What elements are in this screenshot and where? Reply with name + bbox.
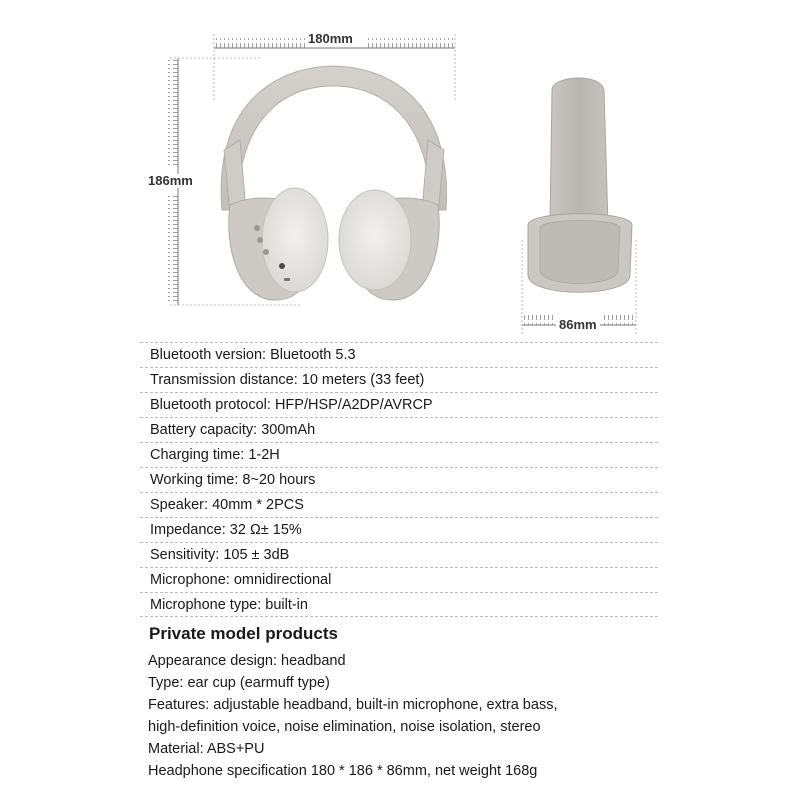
spec-row-speaker: Speaker: 40mm * 2PCS (140, 492, 658, 517)
headphone-front-view (221, 66, 446, 300)
spec-row-bluetooth-protocol: Bluetooth protocol: HFP/HSP/A2DP/AVRCP (140, 392, 658, 417)
product-figure (0, 0, 794, 345)
spec-row-impedance: Impedance: 32 Ω± 15% (140, 517, 658, 542)
spec-row-microphone-type: Microphone type: built-in (140, 592, 658, 617)
height-dimension-label: 186mm (145, 174, 196, 188)
headphone-side-view (528, 78, 632, 292)
spec-row-sensitivity: Sensitivity: 105 ± 3dB (140, 542, 658, 567)
info-features-cont: high-definition voice, noise elimination, noise isolation, stereo (148, 719, 541, 735)
info-material: Material: ABS+PU (148, 741, 265, 757)
spec-row-battery-capacity: Battery capacity: 300mAh (140, 417, 658, 442)
info-features: Features: adjustable headband, built-in microphone, extra bass, (148, 697, 558, 713)
spec-row-transmission-distance: Transmission distance: 10 meters (33 feet) (140, 367, 658, 392)
spec-row-bluetooth-version: Bluetooth version: Bluetooth 5.3 (140, 342, 658, 367)
spec-row-charging-time: Charging time: 1-2H (140, 442, 658, 467)
info-type: Type: ear cup (earmuff type) (148, 675, 330, 691)
width-dimension-label: 180mm (305, 32, 356, 46)
spec-row-microphone: Microphone: omnidirectional (140, 567, 658, 592)
headphone-illustration (0, 0, 794, 345)
info-appearance-design: Appearance design: headband (148, 653, 346, 669)
spec-row-working-time: Working time: 8~20 hours (140, 467, 658, 492)
private-model-title: Private model products (149, 624, 338, 643)
info-specification: Headphone specification 180 * 186 * 86mm, net weight 168g (148, 763, 538, 779)
depth-dimension-label: 86mm (556, 318, 600, 332)
